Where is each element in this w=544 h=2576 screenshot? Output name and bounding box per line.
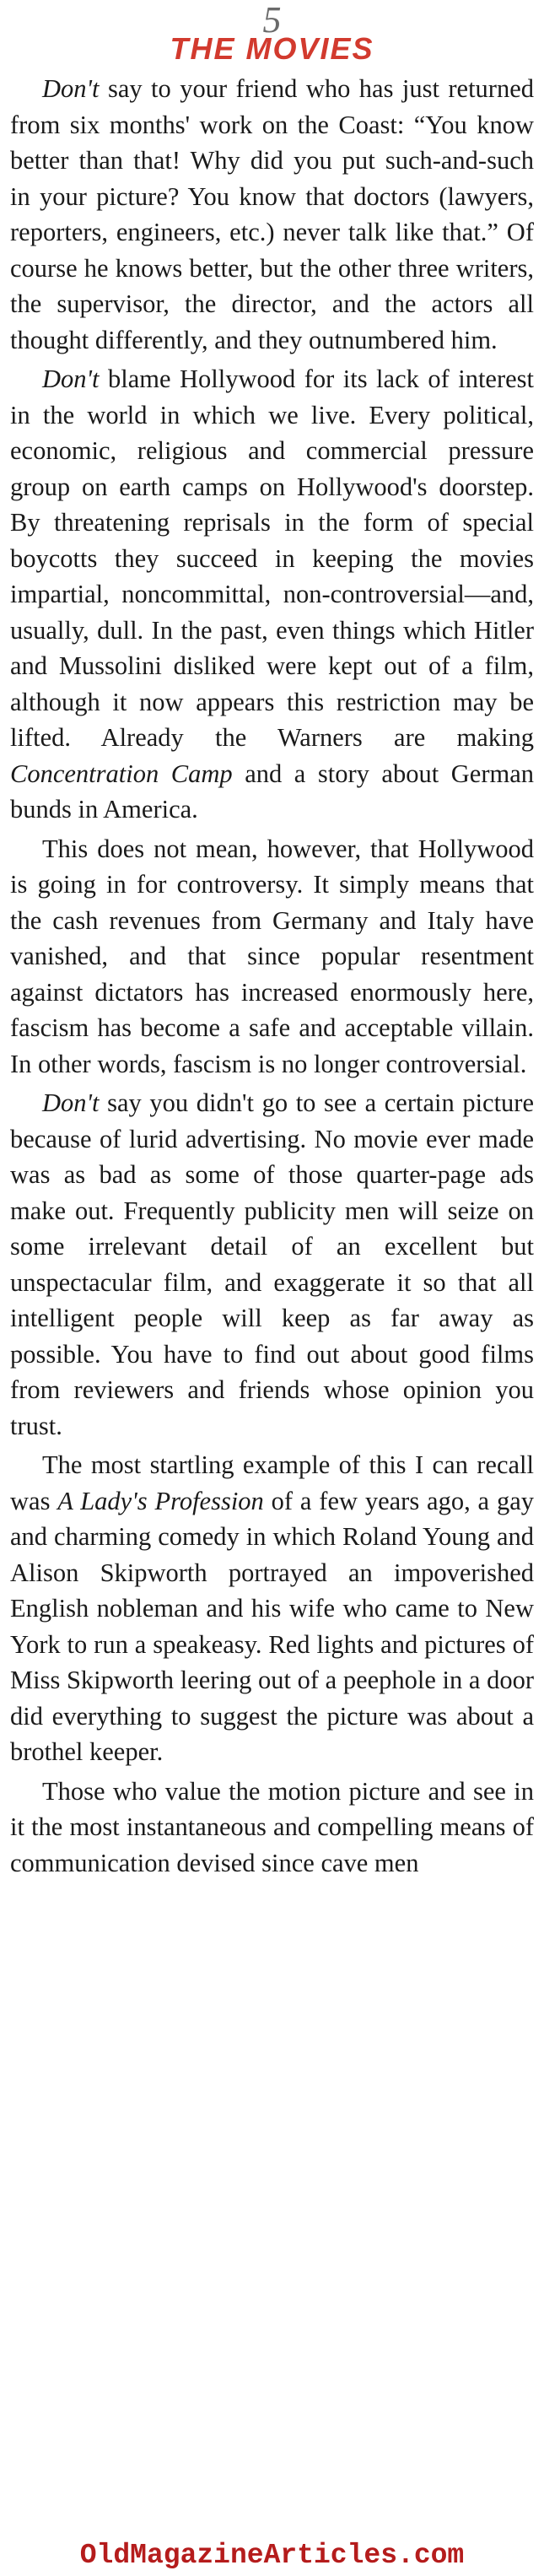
paragraph-2-text-b: and a story about German bunds in America.: [10, 759, 534, 824]
paragraph-5: [10, 1447, 534, 1770]
paragraph-2: [10, 361, 534, 828]
paragraph-3-text: This does not mean, however, that Hollywood is going in for controversy. It simply means that the cash revenues from Germany and Italy have vanished, and that since popular resentment against dictators has increased enormously here, fascism has become a safe and acceptable villain. In other words, fascism is no longer controversial.: [10, 834, 534, 1078]
paragraph-1-lead: Don't: [42, 74, 100, 103]
paragraph-4-text: say you didn't go to see a certain picture because of lurid advertising. No movie ever made was as bad as some of those quarter-page ads make out. Frequently publicity men will seize on some irrelevant detail of an excellent but unspectacular film, and exaggerate it so that all intelligent people will keep as far away as possible. You have to find out about good films from reviewers and friends whose opinion you trust.: [10, 1088, 534, 1440]
paragraph-1: [10, 71, 534, 358]
paragraph-3: [10, 831, 534, 1083]
paragraph-6-text: Those who value the motion picture and see in it the most instantaneous and compelling means of communication devised since cave men: [10, 1776, 534, 1877]
paragraph-5-text-a: The most startling example of this I can recall was: [10, 1450, 534, 1515]
film-title-concentration-camp: Concentration Camp: [10, 759, 233, 788]
film-title-a-ladys-profession: A Lady's Profession: [57, 1486, 264, 1515]
site-watermark: OldMagazineArticles.com: [79, 2540, 465, 2571]
paragraph-6: [10, 1774, 534, 1882]
paragraph-1-text: say to your friend who has just returned from six months' work on the Coast: “You know better than that! Why did you put such-and-such in your picture? You know that doctors (lawyers, reporters, engineers, etc.) never talk like that.” Of course he knows better, but the other three writers, the supervisor, the director, and the actors all thought differently, and they outnumbered him.: [10, 74, 534, 354]
paragraph-4-lead: Don't: [42, 1088, 100, 1117]
article-body: [10, 71, 534, 1884]
page-number: 5: [262, 0, 282, 41]
section-title: THE MOVIES: [170, 31, 374, 66]
paragraph-2-lead: Don't: [42, 365, 100, 393]
paragraph-4: [10, 1085, 534, 1444]
paragraph-2-text-a: blame Hollywood for its lack of interest in the world in which we live. Every political, economic, religious and commercial pressure group on earth camps on Hollywood's doorstep. By threatening reprisals in the form of special boycotts they succeed in keeping the movies impartial, noncommittal, non-controversial—and, usually, dull. In the past, even things which Hitler and Mussolini disliked were kept out of a film, although it now appears this restriction may be lifted. Already the Warners are making: [10, 365, 534, 752]
paragraph-5-text-b: of a few years ago, a gay and charming comedy in which Roland Young and Alison Skipworth portrayed an impoverished English nobleman and his wife who came to New York to run a speakeasy. Red lights and pictures of Miss Skipworth leering out of a peephole in a door did everything to suggest the picture was about a brothel keeper.: [10, 1486, 534, 1766]
